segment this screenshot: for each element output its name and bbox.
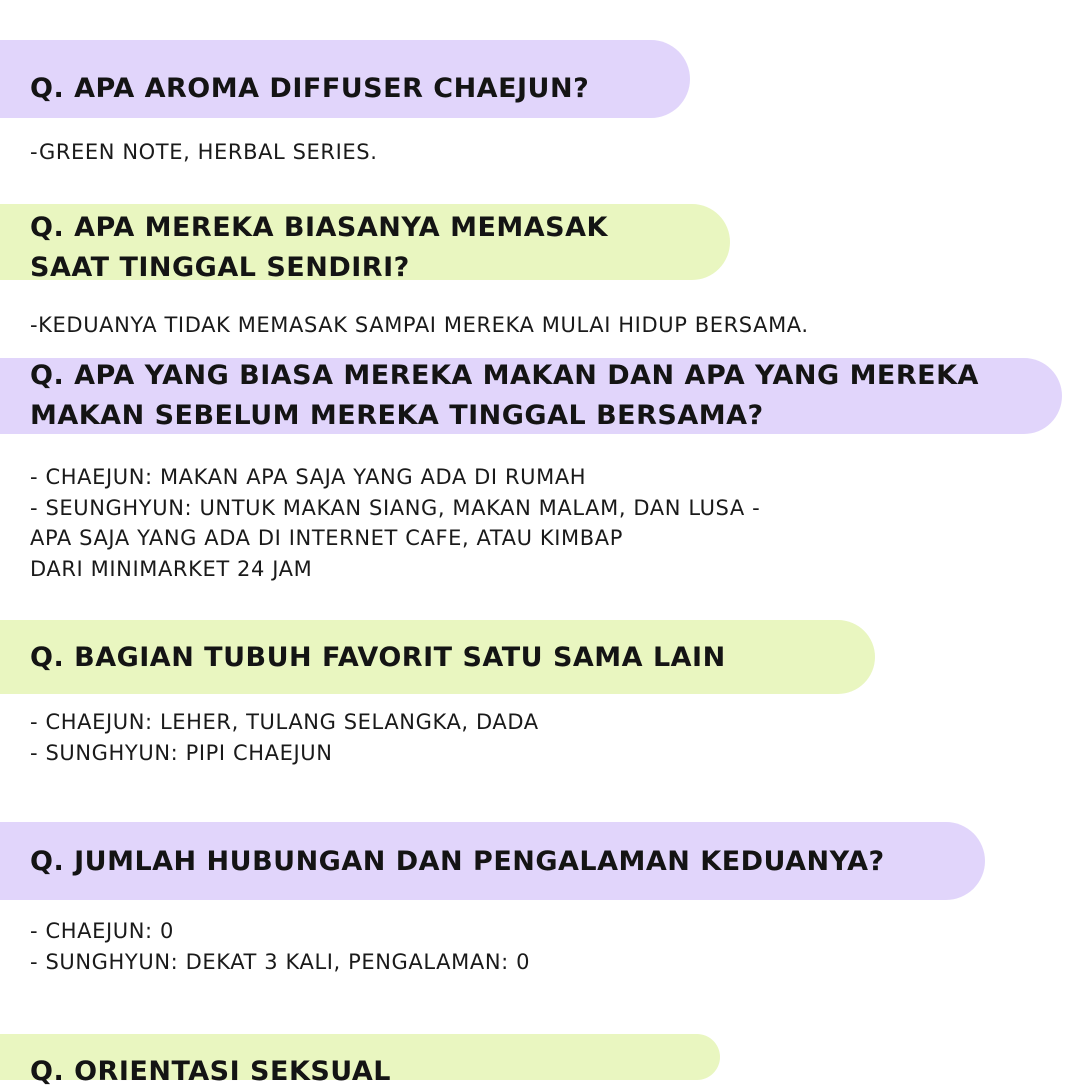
question-title: Q. APA AROMA DIFFUSER CHAEJUN?: [30, 73, 590, 104]
question-title: Q. JUMLAH HUBUNGAN DAN PENGALAMAN KEDUANYA?: [30, 846, 885, 877]
answer-text: - CHAEJUN: LEHER, TULANG SELANGKA, DADA - SUNGHYUN: PIPI CHAEJUN: [30, 710, 539, 765]
question-title: Q. APA MEREKA BIASANYA MEMASAK SAAT TINGGAL SENDIRI?: [30, 212, 608, 283]
answer-text: - CHAEJUN: MAKAN APA SAJA YANG ADA DI RUMAH - SEUNGHYUN: UNTUK MAKAN SIANG, MAKAN MALAM, DAN LUSA - APA SAJA YANG ADA DI INTERNET CAFE, ATAU KIMBAP DARI MINIMARKET 24 JAM: [30, 465, 761, 581]
answer-text: - CHAEJUN: 0 - SUNGHYUN: DEKAT 3 KALI, PENGALAMAN: 0: [30, 919, 531, 974]
answer-text: -KEDUANYA TIDAK MEMASAK SAMPAI MEREKA MULAI HIDUP BERSAMA.: [30, 313, 809, 337]
question-title: Q. APA YANG BIASA MEREKA MAKAN DAN APA YANG MEREKA MAKAN SEBELUM MEREKA TINGGAL BERSAMA?: [30, 360, 979, 431]
answer-text: -GREEN NOTE, HERBAL SERIES.: [30, 140, 378, 164]
question-title: Q. BAGIAN TUBUH FAVORIT SATU SAMA LAIN: [30, 642, 726, 673]
question-title: Q. ORIENTASI SEKSUAL: [30, 1056, 391, 1087]
